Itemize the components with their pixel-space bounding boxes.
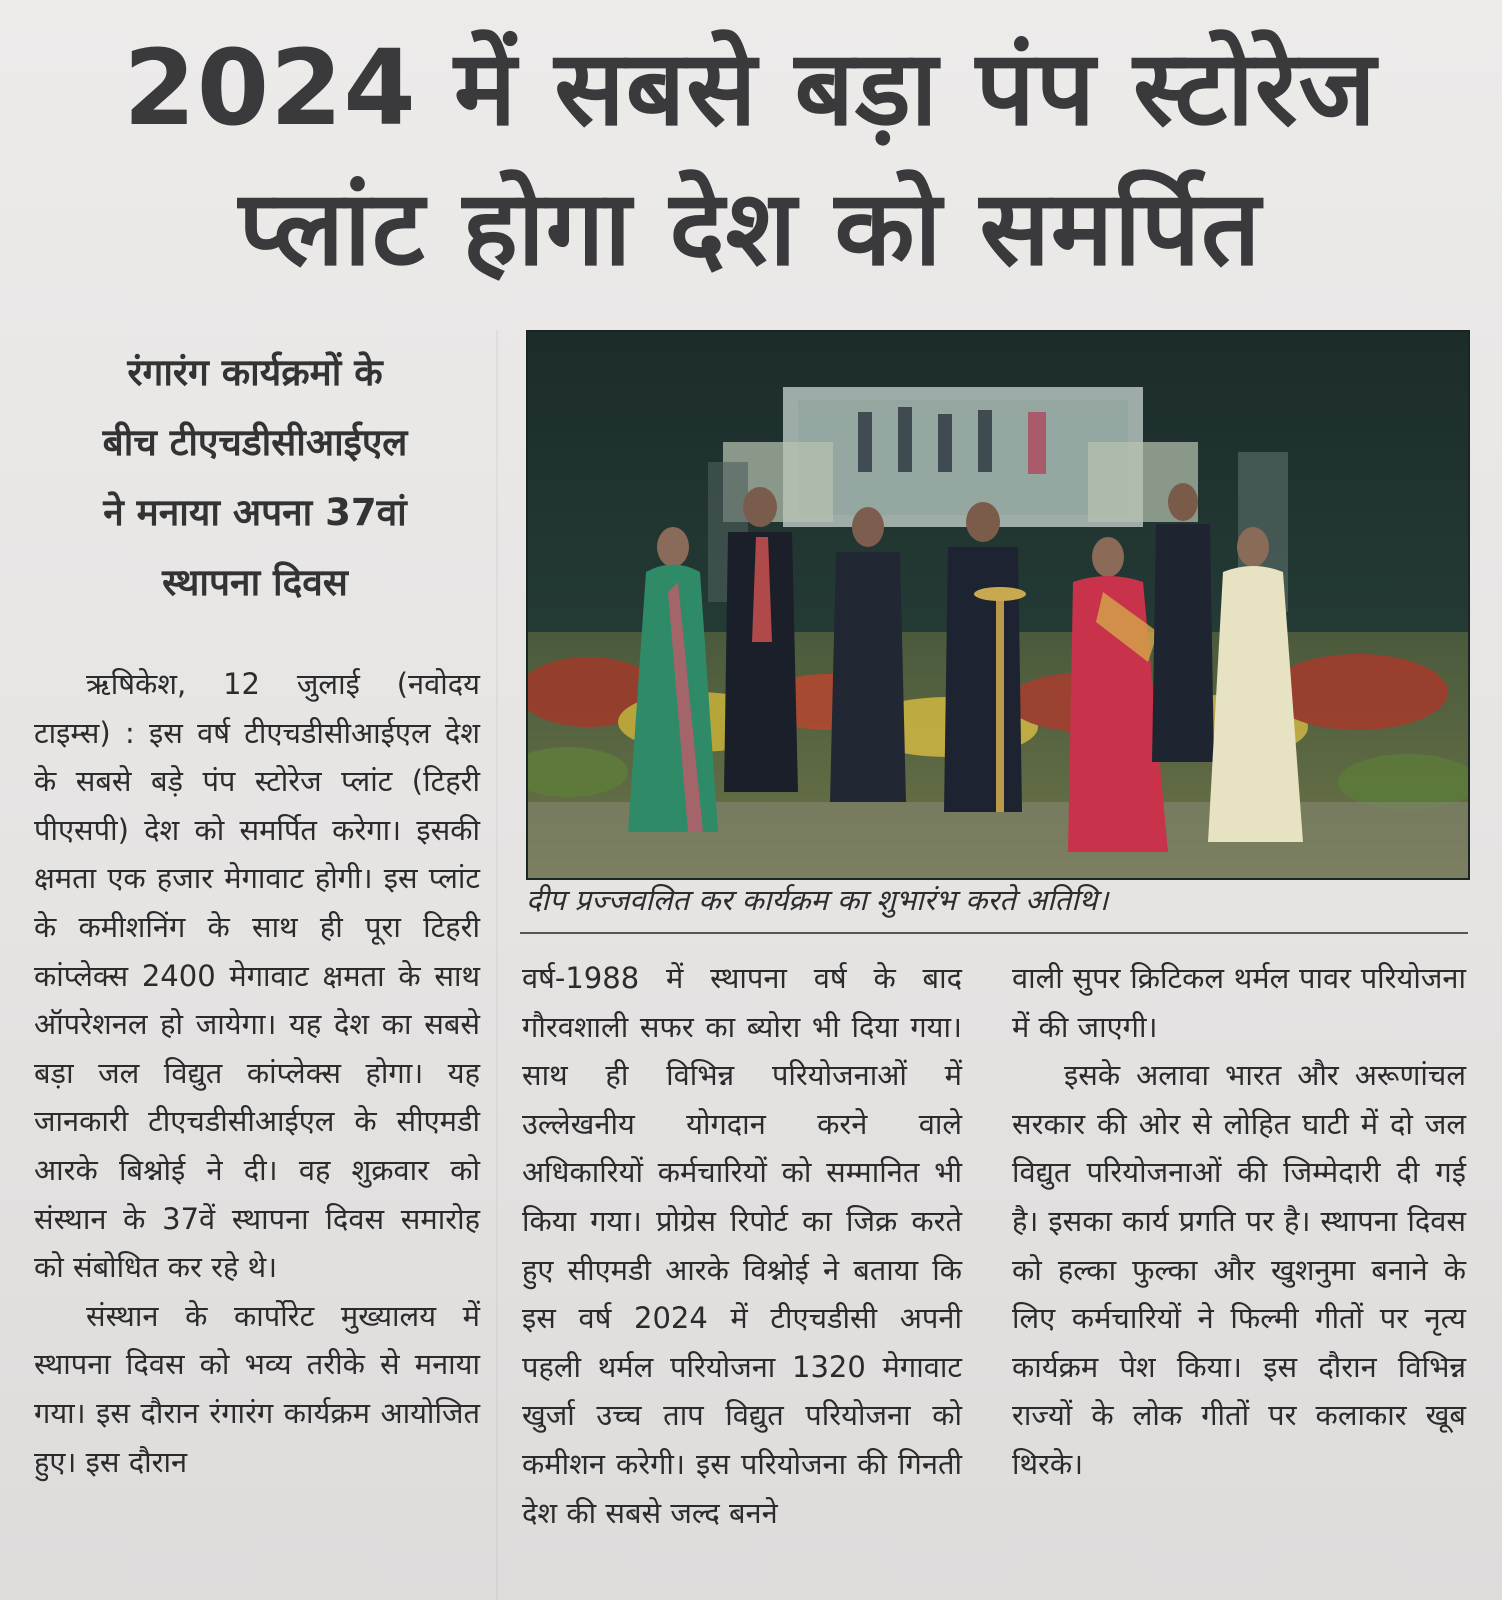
subheadline-line-3: ने मनाया अपना 37वां <box>103 491 407 534</box>
column-1-paragraph-2: संस्थान के कार्पोरेट मुख्यालय में स्थापना दिवस को भव्य तरीके से मनाया गया। इस दौरान रंगारंग कार्यक्रम आयोजित हुए। इस दौरान <box>34 1298 480 1479</box>
event-photo <box>526 330 1470 880</box>
column-3-paragraph-1: वाली सुपर क्रिटिकल थर्मल पावर परियोजना में की जाएगी। <box>1012 961 1466 1044</box>
column-2-paragraph-1: वर्ष-1988 में स्थापना वर्ष के बाद गौरवशाली सफर का ब्योरा भी दिया गया। साथ ही विभिन्न परियोजनाओं में उल्लेखनीय योगदान करने वाले अधिकारियों कर्मचारियों को सम्मानित भी किया गया। प्रोग्रेस रिपोर्ट का जिक्र करते हुए सीएमडी आरके विश्नोई ने बताया कि इस वर्ष 2024 में टीएचडीसी अपनी पहली थर्मल परियोजना 1320 मेगावाट खुर्जा उच्च ताप विद्युत परियोजना को कमीशन करेगी। इस परियोजना की गिनती देश की सबसे जल्द बनने <box>522 961 962 1530</box>
page-fold <box>496 330 498 1600</box>
article-column-3 <box>1012 954 1466 1489</box>
article-column-2 <box>522 954 962 1537</box>
headline-line-1: 2024 में सबसे बड़ा पंप स्टोरेज <box>123 27 1377 149</box>
subheadline <box>30 338 480 618</box>
article-column-1 <box>34 660 480 1486</box>
headline <box>30 18 1470 298</box>
caption-divider <box>520 932 1468 934</box>
subheadline-line-4: स्थापना दिवस <box>162 561 348 604</box>
headline-line-2: प्लांट होगा देश को समर्पित <box>238 167 1262 289</box>
subheadline-line-2: बीच टीएचडीसीआईएल <box>102 421 408 464</box>
photo-caption: दीप प्रज्जवलित कर कार्यक्रम का शुभारंभ करते अतिथि। <box>526 883 1109 917</box>
subheadline-line-1: रंगारंग कार्यक्रमों के <box>127 351 383 394</box>
column-1-paragraph-1: ऋषिकेश, 12 जुलाई (नवोदय टाइम्स) : इस वर्ष टीएचडीसीआईएल देश के सबसे बड़े पंप स्टोरेज प्लांट (टिहरी पीएसपी) देश को समर्पित करेगा। इसकी क्षमता एक हजार मेगावाट होगी। इस प्लांट के कमीशनिंग के साथ ही पूरा टिहरी कांप्लेक्स 2400 मेगावाट क्षमता के साथ ऑपरेशनल हो जायेगा। यह देश का सबसे बड़ा जल विद्युत कांप्लेक्स होगा। यह जानकारी टीएचडीसीआईएल के सीएमडी आरके बिश्नोई ने दी। वह शुक्रवार को संस्थान के 37वें स्थापना दिवस समारोह को संबोधित कर रहे थे। <box>34 667 480 1285</box>
column-3-paragraph-2: इसके अलावा भारत और अरूणांचल सरकार की ओर से लोहित घाटी में दो जल विद्युत परियोजनाओं की जिम्मेदारी दी गई है। इसका कार्य प्रगति पर है। स्थापना दिवस को हल्का फुल्का और खुशनुमा बनाने के लिए कर्मचारियों ने फिल्मी गीतों पर नृत्य कार्यक्रम पेश किया। इस दौरान विभिन्न राज्यों के लोक गीतों पर कलाकार खूब थिरके। <box>1012 1058 1466 1481</box>
